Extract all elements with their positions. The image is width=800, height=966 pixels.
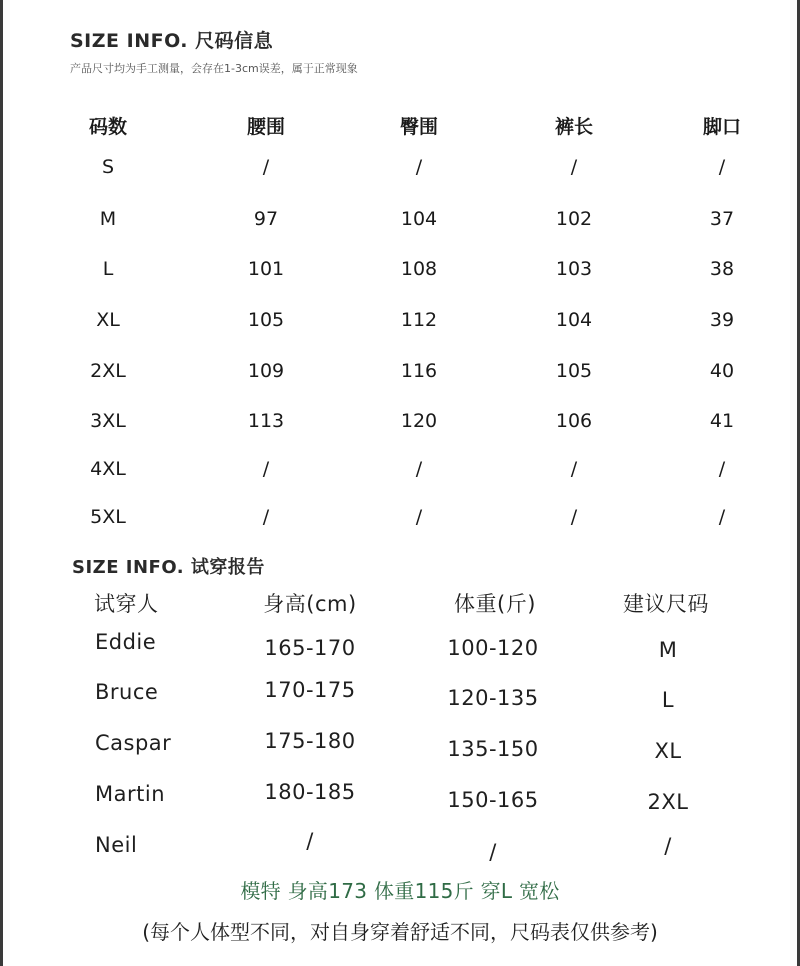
- size-value-cell: /: [718, 506, 726, 528]
- header-height: 身高(cm): [263, 592, 357, 616]
- size-value-cell: 101: [247, 258, 285, 280]
- height-cell: 175-180: [264, 729, 356, 753]
- size-info-title: SIZE INFO. 尺码信息: [70, 30, 274, 52]
- size-value-cell: 105: [555, 360, 593, 382]
- size-value-cell: 105: [247, 309, 285, 331]
- size-value-cell: /: [718, 458, 726, 480]
- size-value-cell: 41: [709, 410, 735, 432]
- height-cell: 180-185: [264, 780, 356, 804]
- left-border: [0, 0, 3, 966]
- disclaimer: (每个人体型不同，对自身穿着舒适不同，尺码表仅供参考): [142, 920, 658, 944]
- size-value-cell: 97: [253, 208, 279, 230]
- size-value-cell: 108: [400, 258, 438, 280]
- size-value-cell: 103: [555, 258, 593, 280]
- weight-cell: 150-165: [447, 788, 539, 812]
- size-value-cell: 37: [709, 208, 735, 230]
- height-cell: /: [306, 829, 314, 853]
- height-cell: 170-175: [264, 678, 356, 702]
- size-label-cell: L: [102, 258, 114, 280]
- size-value-cell: 104: [555, 309, 593, 331]
- header-hip: 臀围: [399, 116, 439, 138]
- suggested-size-cell: XL: [654, 739, 682, 763]
- size-value-cell: /: [415, 506, 423, 528]
- size-value-cell: 39: [709, 309, 735, 331]
- header-weight: 体重(斤): [454, 592, 536, 616]
- size-value-cell: 102: [555, 208, 593, 230]
- size-label-cell: M: [99, 208, 117, 230]
- height-cell: 165-170: [264, 636, 356, 660]
- size-value-cell: /: [415, 156, 423, 178]
- size-value-cell: 40: [709, 360, 735, 382]
- measurement-note: 产品尺寸均为手工测量，会存在1-3cm误差，属于正常现象: [70, 62, 358, 75]
- size-label-cell: S: [101, 156, 115, 178]
- fit-report-title: SIZE INFO. 试穿报告: [72, 557, 265, 578]
- header-suggested-size: 建议尺码: [623, 592, 709, 616]
- size-value-cell: 104: [400, 208, 438, 230]
- size-value-cell: 113: [247, 410, 285, 432]
- header-length: 裤长: [554, 116, 594, 138]
- suggested-size-cell: /: [664, 834, 672, 858]
- size-value-cell: /: [415, 458, 423, 480]
- suggested-size-cell: 2XL: [647, 790, 689, 814]
- size-value-cell: /: [262, 458, 270, 480]
- size-value-cell: /: [718, 156, 726, 178]
- size-value-cell: /: [570, 156, 578, 178]
- wearer-name-cell: Caspar: [95, 731, 172, 755]
- header-waist: 腰围: [246, 116, 286, 138]
- size-value-cell: 116: [400, 360, 438, 382]
- size-value-cell: 106: [555, 410, 593, 432]
- size-value-cell: /: [262, 156, 270, 178]
- size-value-cell: /: [570, 506, 578, 528]
- header-hem: 脚口: [702, 116, 742, 138]
- weight-cell: 120-135: [447, 686, 539, 710]
- size-value-cell: 38: [709, 258, 735, 280]
- model-info: 模特 身高173 体重115斤 穿L 宽松: [240, 879, 560, 903]
- size-value-cell: 112: [400, 309, 438, 331]
- weight-cell: 100-120: [447, 636, 539, 660]
- size-value-cell: /: [570, 458, 578, 480]
- size-value-cell: 120: [400, 410, 438, 432]
- size-value-cell: 109: [247, 360, 285, 382]
- weight-cell: 135-150: [447, 737, 539, 761]
- size-label-cell: 3XL: [90, 410, 126, 432]
- size-label-cell: 4XL: [90, 458, 126, 480]
- size-label-cell: 5XL: [90, 506, 126, 528]
- size-value-cell: /: [262, 506, 270, 528]
- header-wearer: 试穿人: [94, 592, 159, 616]
- suggested-size-cell: L: [661, 688, 675, 712]
- wearer-name-cell: Neil: [95, 833, 138, 857]
- weight-cell: /: [489, 840, 497, 864]
- size-label-cell: XL: [96, 309, 120, 331]
- header-size: 码数: [88, 116, 128, 138]
- wearer-name-cell: Eddie: [95, 630, 157, 654]
- wearer-name-cell: Martin: [95, 782, 165, 806]
- size-label-cell: 2XL: [90, 360, 126, 382]
- suggested-size-cell: M: [658, 638, 678, 662]
- wearer-name-cell: Bruce: [95, 680, 159, 704]
